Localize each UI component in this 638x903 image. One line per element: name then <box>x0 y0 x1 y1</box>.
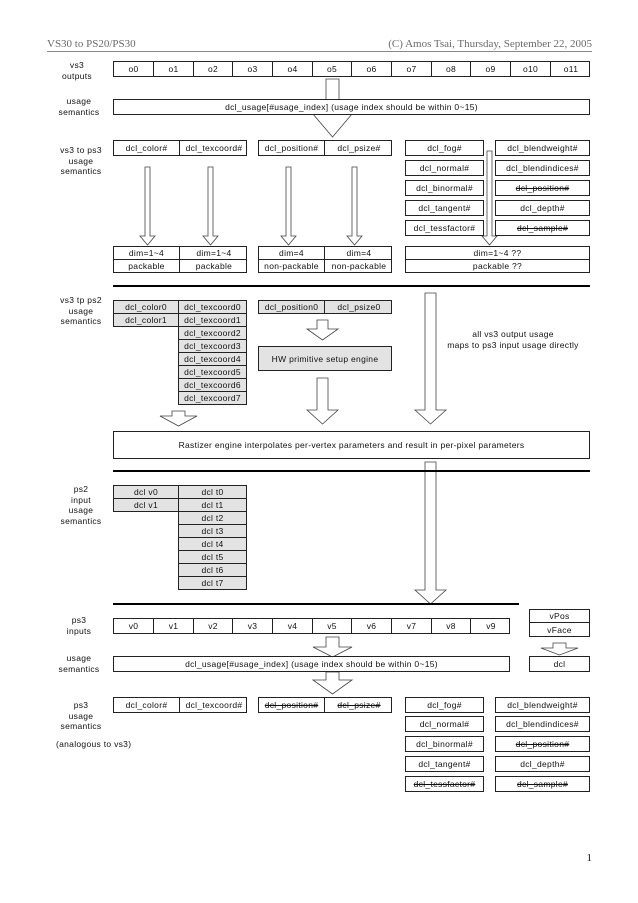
position-psize-group <box>258 140 392 156</box>
vs3-outputs-label: vs3 outputs <box>62 60 92 81</box>
output-register: o2 <box>194 62 233 76</box>
decl-texcoord7: dcl_texcoord7 <box>178 391 247 405</box>
ps3-color-texcoord-group <box>113 697 247 713</box>
arrow-direct-map <box>415 293 446 424</box>
input-register: v8 <box>432 619 471 633</box>
decl-fog: dcl_fog# <box>405 140 484 156</box>
input-register: v2 <box>194 619 233 633</box>
arrow-hw-to-raster <box>307 378 338 424</box>
decl-normal: dcl_normal# <box>405 160 484 176</box>
arrow-vface-to-dcl <box>541 643 578 655</box>
section-divider <box>113 603 519 605</box>
vpos-vface-box <box>529 609 590 637</box>
decl-normal: dcl_normal# <box>405 716 484 732</box>
decl-texcoord3: dcl_texcoord3 <box>178 339 247 353</box>
decl-v1: dcl v1 <box>113 498 179 512</box>
input-register: v9 <box>486 621 496 631</box>
output-register: o5 <box>313 62 352 76</box>
vface-register: vFace <box>547 624 572 635</box>
input-register: v1 <box>154 619 194 633</box>
arrow-texcoord-to-raster <box>160 411 197 426</box>
color-texcoord-group <box>113 140 247 156</box>
output-register: o9 <box>471 62 511 76</box>
header-left: VS30 to PS20/PS30 <box>47 38 136 50</box>
vpos-register: vPos <box>530 610 589 623</box>
decl-psize: dcl_psize# <box>337 143 381 153</box>
arrow-usage-to-ps3 <box>313 672 352 694</box>
vs3-to-ps3-label: vs3 to ps3 usage semantics <box>60 145 102 176</box>
dcl-box: dcl <box>529 656 590 672</box>
decl-color: dcl_color# <box>114 698 180 712</box>
dim-value: dim=1~4 <box>180 247 247 260</box>
output-register: o8 <box>432 62 471 76</box>
decl-binormal: dcl_binormal# <box>405 180 484 196</box>
decl-texcoord5: dcl_texcoord5 <box>178 365 247 379</box>
decl-fog: dcl_fog# <box>405 697 484 713</box>
vs3-to-ps2-label: vs3 tp ps2 usage semantics <box>60 295 102 326</box>
ps3-input-registers <box>113 618 510 634</box>
decl-binormal: dcl_binormal# <box>405 736 484 752</box>
decl-depth: dcl_depth# <box>495 756 590 772</box>
input-register: v5 <box>313 619 352 633</box>
dim-value: dim=1~4 ?? <box>406 247 589 260</box>
decl-position-crossed: dcl_position# <box>259 698 325 712</box>
arrow-texcoord <box>203 167 218 245</box>
analogous-note: (analogous to vs3) <box>56 739 132 749</box>
decl-depth: dcl_depth# <box>495 200 590 216</box>
decl-tangent: dcl_tangent# <box>405 756 484 772</box>
usage-declaration-box-2: dcl_usage[#usage_index] (usage index should be within 0~15) <box>113 656 510 672</box>
decl-t5: dcl t5 <box>178 550 247 564</box>
decl-t4: dcl t4 <box>178 537 247 551</box>
pack-value: non-packable <box>331 261 387 271</box>
ps3-position-psize-group <box>258 697 392 713</box>
dim-group-b <box>258 246 392 273</box>
output-register: o11 <box>563 64 579 74</box>
input-register: v3 <box>233 619 273 633</box>
vs3-output-registers <box>113 61 590 77</box>
decl-texcoord: dcl_texcoord# <box>185 143 243 153</box>
ps3-usage-label: ps3 usage semantics <box>60 700 102 731</box>
decl-sample-crossed: dcl_sample# <box>495 776 590 792</box>
decl-texcoord4: dcl_texcoord4 <box>178 352 247 366</box>
usage-semantics-label-2: usage semantics <box>58 653 100 674</box>
arrow-to-hw <box>307 320 338 340</box>
hw-setup-engine: HW primitive setup engine <box>258 346 392 371</box>
output-register: o3 <box>233 62 273 76</box>
decl-t0: dcl t0 <box>178 485 247 499</box>
output-register: o0 <box>114 62 154 76</box>
ps3-inputs-label: ps3 inputs <box>66 615 92 636</box>
rasterizer-engine: Rastizer engine interpolates per-vertex parameters and result in per-pixel parameters <box>113 431 590 459</box>
pack-value: packable ?? <box>472 261 523 271</box>
input-register: v7 <box>392 619 432 633</box>
arrow-color <box>140 167 155 245</box>
decl-tessfactor-crossed: dcl_tessfactor# <box>405 776 484 792</box>
arrow-psize <box>347 167 362 245</box>
output-register: o1 <box>154 62 194 76</box>
decl-position-crossed-2: dcl_position# <box>495 736 590 752</box>
pack-value: non-packable <box>259 260 325 272</box>
decl-color0: dcl_color0 <box>113 300 179 314</box>
decl-blendweight: dcl_blendweight# <box>495 140 590 156</box>
pack-value: packable <box>195 261 233 271</box>
decl-psize-crossed: dcl_psize# <box>337 700 381 710</box>
output-register: o7 <box>392 62 432 76</box>
section-divider <box>113 470 590 472</box>
decl-color: dcl_color# <box>114 141 180 155</box>
decl-position0: dcl_position0 <box>259 301 325 313</box>
arrow-position <box>281 167 296 245</box>
header-right: (C) Amos Tsai, Thursday, September 22, 2005 <box>388 38 592 50</box>
decl-blendweight: dcl_blendweight# <box>495 697 590 713</box>
decl-texcoord2: dcl_texcoord2 <box>178 326 247 340</box>
decl-v0: dcl v0 <box>113 485 179 499</box>
output-register: o4 <box>273 62 313 76</box>
direct-map-note: all vs3 output usage maps to ps3 input usage directly <box>447 329 579 350</box>
section-divider <box>113 285 590 287</box>
usage-declaration-box: dcl_usage[#usage_index] (usage index should be within 0~15) <box>113 99 590 115</box>
position-psize-ps2 <box>258 300 392 314</box>
decl-t2: dcl t2 <box>178 511 247 525</box>
decl-texcoord: dcl_texcoord# <box>185 700 243 710</box>
output-register: o6 <box>352 62 392 76</box>
decl-texcoord6: dcl_texcoord6 <box>178 378 247 392</box>
decl-t6: dcl t6 <box>178 563 247 577</box>
decl-t3: dcl t3 <box>178 524 247 538</box>
input-register: v0 <box>114 619 154 633</box>
dim-group-c <box>405 246 590 273</box>
input-register: v6 <box>352 619 392 633</box>
arrow-inputs-to-usage <box>313 637 352 657</box>
decl-color1: dcl_color1 <box>113 313 179 327</box>
decl-position: dcl_position# <box>259 141 325 155</box>
arrow-direct-to-ps3 <box>415 462 446 604</box>
decl-texcoord1: dcl_texcoord1 <box>178 313 247 327</box>
decl-blendindices: dcl_blendindices# <box>495 160 590 176</box>
dim-group-a <box>113 246 247 273</box>
dim-value: dim=1~4 <box>114 247 180 260</box>
decl-t1: dcl t1 <box>178 498 247 512</box>
decl-tessfactor: dcl_tessfactor# <box>405 220 484 236</box>
decl-texcoord0: dcl_texcoord0 <box>178 300 247 314</box>
page-number: 1 <box>586 852 592 864</box>
decl-position-crossed: dcl_position# <box>495 180 590 196</box>
decl-t7: dcl t7 <box>178 576 247 590</box>
pack-value: packable <box>114 260 180 272</box>
usage-semantics-label: usage semantics <box>58 96 100 117</box>
ps2-input-label: ps2 input usage semantics <box>60 484 102 526</box>
dim-value: dim=4 <box>259 247 325 260</box>
decl-sample-crossed: dcl_sample# <box>495 220 590 236</box>
dim-value: dim=4 <box>325 247 392 260</box>
input-register: v4 <box>273 619 313 633</box>
decl-tangent: dcl_tangent# <box>405 200 484 216</box>
decl-blendindices: dcl_blendindices# <box>495 716 590 732</box>
decl-psize0: dcl_psize0 <box>337 302 381 312</box>
output-register: o10 <box>511 62 551 76</box>
